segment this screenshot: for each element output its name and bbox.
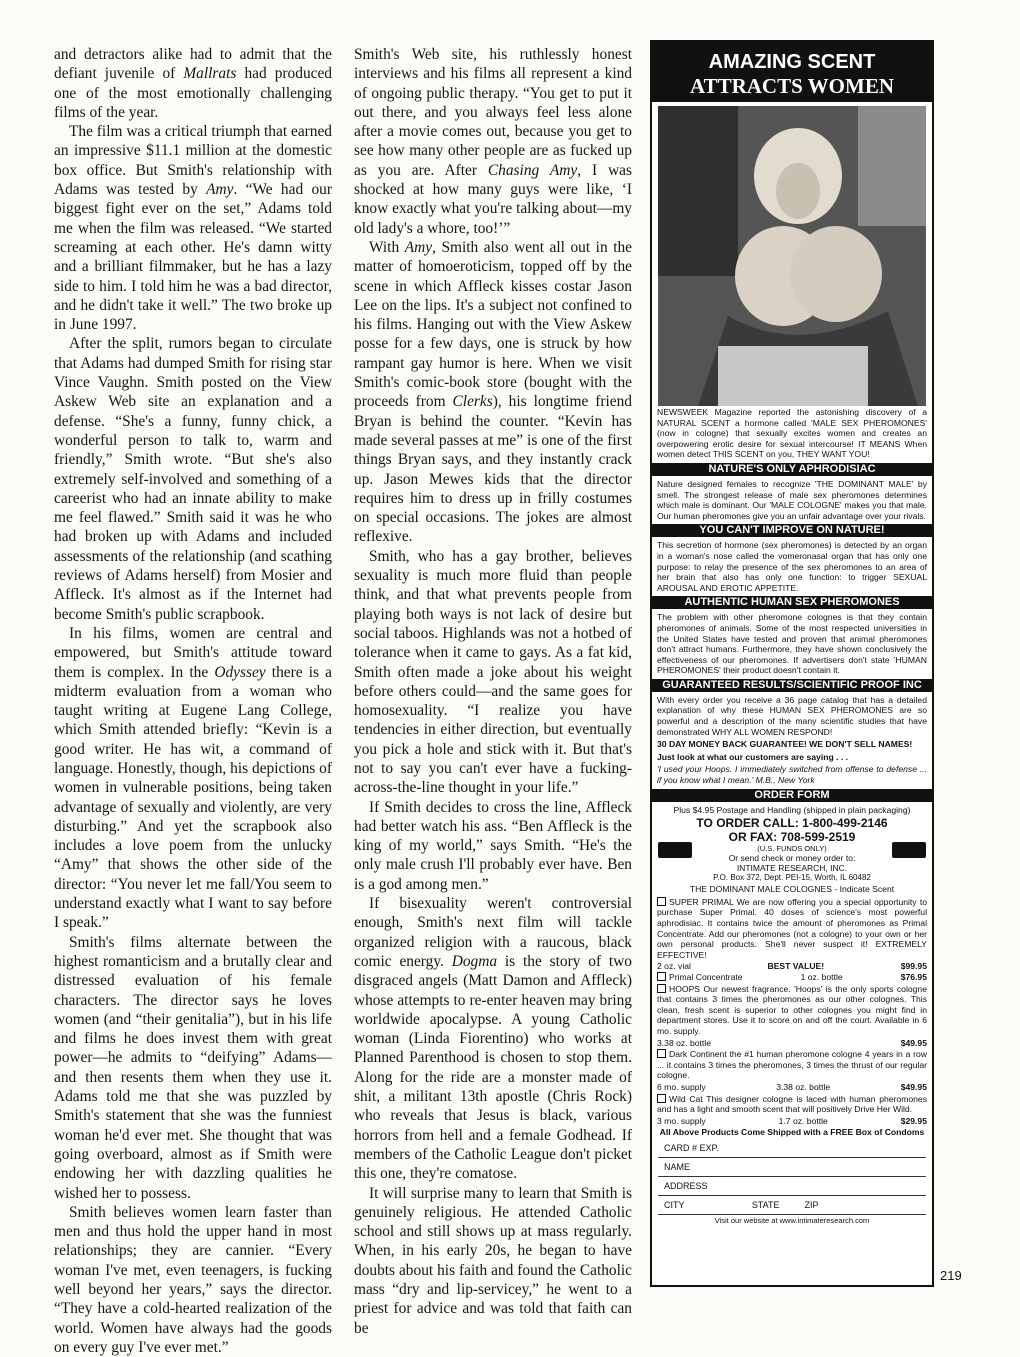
italic-title: Amy	[206, 181, 234, 199]
italic-title: Dogma	[451, 952, 498, 970]
ad-all-above: All Above Products Come Shipped with a FREE Box of Condoms	[659, 1127, 925, 1138]
ad-size: 2 oz. vial	[657, 961, 691, 972]
ad-photo-illustration	[658, 106, 926, 406]
ad-supply: 6 mo. supply	[657, 1081, 706, 1092]
ad-price-row	[652, 1082, 932, 1093]
ad-order-lines	[692, 816, 892, 883]
ad-intro: NEWSWEEK Magazine reported the astonishing discovery of a NATURAL SCENT a hormone called 'MALE SEX PHEROMONES' (now in cologne) that sexually excites women and creates an overpowering erotic desire for sexual intercourse! IT MEANS When women detect THIS SCENT on you, THEY WANT YOU!	[657, 407, 927, 460]
article-column-left	[54, 45, 332, 1357]
ad-text: The problem with other pheromone colognes is that they contain pheromones of animals. Some of the most respected universities in the United States have tested and proven that animal pheromones don't attract humans. Furthermore, they have shown conclusively the effectiveness of our pheromones. If advertisers don't state 'HUMAN PHEROMONES' their product doesn't contain it.	[657, 612, 927, 676]
italic-title: Chasing Amy	[487, 161, 578, 179]
ad-text: With every order you receive a 36 page catalog that has a detailed explanation of why these HUMAN SEX PHEROMONES are so powerful and a description of the many scientific studies that have demonstrated WHY ALL WOMEN RESPOND!	[657, 694, 927, 737]
ad-order-contact	[652, 816, 932, 883]
ad-order-phone: TO ORDER CALL: 1-800-499-2146	[696, 816, 888, 831]
ad-option-super-primal[interactable]	[652, 896, 932, 962]
article-paragraph: In his films, women are central and empowered, but Smith's attitude toward them is complex. In the Odyssey there is a midterm evaluation from a woman who taught writing at Eugene Lang College, which Smith attended briefly: “Kevin is a good writer. He has wit, a command of language. Honestly, though, his depictions of women in vulnerable positions, being taken advantage of sexually and violently, are very disturbing.” And yet the scrapbook also includes a love poem from the unlucky “Amy” that shows the other side of the director: “You never let me fall/You seem to understand exactly what I want to say before I speak.”	[54, 624, 332, 932]
ad-option-hoops[interactable]	[652, 983, 932, 1038]
ad-photo	[658, 106, 926, 406]
ad-price: $29.95	[900, 1115, 927, 1126]
checkbox-icon[interactable]	[657, 897, 666, 906]
ad-supply: 3 mo. supply	[657, 1115, 706, 1126]
ad-size: 1.7 oz. bottle	[778, 1115, 828, 1126]
city-state-zip-field[interactable]: CITY STATE ZIP	[658, 1196, 926, 1215]
ad-testimonial-heading: Just look at what our customers are saying . . .	[657, 751, 849, 762]
ad-option-wild-cat[interactable]	[652, 1093, 932, 1116]
ad-price: $49.95	[900, 1037, 927, 1048]
ad-order-fax: OR FAX: 708-599-2519	[728, 830, 856, 845]
article-paragraph: Smith believes women learn faster than men and thus hold the upper hand in most relationships; they are cannier. “Every woman I've met, even teenagers, is fucking well beyond her years,” says the director. “They have a cold-hearted realization of the world. Women have always had the goods on every guy I've ever met.”	[54, 1203, 332, 1356]
article-paragraph: After the split, rumors began to circulate that Adams had dumped Smith for rising star Vince Vaughn. Smith posted on the View Askew Web site an explanation and a defense. “She's a funny, funny chick, a wonderful person to talk to, warm and friendly,” Smith wrote. “But she's also extremely self-involved and something of a careerist who had an innate ability to make me feel flawed.” Smith said it was he who had broken up with Adams and included assessments of the relationship (and scathing reviews of Adams herself) from Mosier and Affleck. It's almost as if the Internet had become Smith's public scrapbook.	[54, 335, 332, 623]
mastercard-icon	[658, 842, 692, 858]
italic-title: Mallrats	[183, 65, 237, 83]
ad-headline-line2: ATTRACTS WOMEN	[689, 74, 894, 98]
ad-price-row	[652, 1038, 932, 1049]
ad-headline	[652, 42, 932, 102]
article-column-middle	[354, 45, 632, 1338]
ad-option-text: HOOPS Our newest fragrance. 'Hoops' is the only sports cologne that contains 3 times the pheromones as our other colognes. This clean, fresh scent is superior to other colognes you might find in department stores. Use it to score on and off the court. Available in 6 mo. supply.	[657, 983, 927, 1036]
ad-order-check: Or send check or money order to:	[728, 853, 856, 864]
article-paragraph: If Smith decides to cross the line, Affleck had better watch his ass. “Ben Affleck is the king of my world,” says Smith. “He's the only male crush I'll probably ever have. Ben is a god among men.”	[354, 798, 632, 893]
article-paragraph: Smith's films alternate between the highest romanticism and a brutally clear and distressed evaluation of his female characters. The director says he loves women (and “their genitalia”), but in his life and films he does invest them with great power—he admits to “deifying” Adams—and then resents them when they use it. Adams told me that she was puzzled by Smith's statement that she was the funniest woman he'd ever met. She thought that was going overboard, almost as if Smith were endowing her with dazzling qualities he wished her to possess.	[54, 933, 332, 1202]
article-paragraph: and detractors alike had to admit that the defiant juvenile of Mallrats had produced one of the most emotionally challenging films of the year.	[54, 46, 332, 121]
ad-postage: Plus $4.95 Postage and Handling (shipped in plain packaging)	[673, 804, 911, 815]
visa-icon	[892, 842, 926, 858]
ad-section-bar: GUARANTEED RESULTS/SCIENTIFIC PROOF INC	[652, 679, 932, 692]
italic-title: Amy	[404, 238, 433, 256]
ad-option-dark-continent[interactable]	[652, 1048, 932, 1082]
ad-option-text: Primal Concentrate	[669, 971, 743, 982]
checkbox-icon[interactable]	[657, 1049, 666, 1058]
ad-address: P.O. Box 372, Dept. PEI-15, Worth, IL 60482	[713, 873, 871, 883]
article-paragraph: Smith's Web site, his ruthlessly honest interviews and his films all represent a kind of ongoing public therapy. “You get to put it out there, and you always feel less alone after a movie comes out, because you get to see how many other people are as fucked up as you are. After Chasing Amy, I was shocked at how many guys were like, ‘I know exactly what you're talking about—my old lady's a whore, too!’”	[354, 46, 633, 237]
italic-title: Clerks	[452, 393, 493, 411]
ad-option-primal[interactable]	[652, 972, 932, 983]
checkbox-icon[interactable]	[657, 1094, 666, 1103]
ad-guarantee: 30 DAY MONEY BACK GUARANTEE! WE DON'T SELL NAMES!	[657, 739, 913, 750]
name-field[interactable]: NAME	[658, 1158, 926, 1177]
ad-size: 1 oz. bottle	[800, 971, 843, 982]
ad-best-value: BEST VALUE!	[767, 961, 825, 972]
ad-size: 3.38 oz. bottle	[776, 1081, 831, 1092]
ad-price: $76.95	[900, 971, 927, 982]
article-paragraph: With Amy, Smith also went all out in the matter of homoeroticism, topped off by the scene in which Affleck kisses costar Jason Lee on the lips. It's a subject not confined to his films. Hanging out with the View Askew posse for a few days, one is struck by how rampant gay humor is here. When we visit Smith's comic-book store (bought with the proceeds from Clerks), his longtime friend Bryan is behind the counter. “Kevin has made several passes at me” is one of the first things Bryan says, and they instantly crack up. Jason Mewes kids that the director requires him to dress up in frilly costumes on special occasions. The jokes are almost reflexive.	[354, 238, 632, 546]
article-paragraph: It will surprise many to learn that Smith is genuinely religious. He attended Catholic school and still shows up at mass regularly. When, in his early 20s, he began to have doubts about his faith and found the Catholic mass “dry and lip-servicey,” he went to a priest for advice and was told that faith can be	[354, 1184, 632, 1337]
italic-title: Odyssey	[214, 663, 266, 681]
address-field[interactable]: ADDRESS	[658, 1177, 926, 1196]
checkbox-icon[interactable]	[657, 972, 666, 981]
ad-text: This secretion of hormone (sex pheromones) is detected by an organ in a woman's nose called the vomeronasal organ that has only one purpose: to relay the presence of the sex pheromones to an area of her brain that also has only one function: to trigger SEXUAL AROUSAL AND EROTIC APPETITE.	[657, 540, 927, 593]
ad-headline-line1: AMAZING SCENT	[708, 51, 876, 73]
page-number: 219	[940, 1268, 962, 1283]
advertisement	[650, 40, 934, 1287]
ad-price-row	[652, 961, 932, 972]
ad-price-row	[652, 1116, 932, 1127]
ad-price: $99.95	[900, 961, 927, 972]
ad-text: Nature designed females to recognize 'THE DOMINANT MALE' by smell. The strongest release of male sex pheromones determines which male is dominant. Our 'MALE COLOGNE' makes you that male. Our human pheromones give you an unfair advantage over your rivals.	[657, 478, 927, 521]
ad-order-form-bar: ORDER FORM	[652, 789, 932, 802]
ad-order-funds: (U.S. FUNDS ONLY)	[757, 844, 827, 854]
ad-colognes-heading: THE DOMINANT MALE COLOGNES - Indicate Scent	[689, 884, 895, 895]
article-paragraph: Smith, who has a gay brother, believes sexuality is much more fluid than people think, and that what prevents people from playing both ways is not lack of desire but social taboos. Highlands was not a hotbed of tolerance when it came to gays. As a fat kid, Smith often made a joke about his weight before others could—and the same goes for homosexuality. “I realize you have tendencies in either direction, but eventually you pick a hole and stick with it. But that's not to say you can't ever have a fucking-across-the-line thought in your life.”	[354, 547, 632, 797]
article-paragraph: If bisexuality weren't controversial enough, Smith's next film will tackle organized religion with a raucous, black comic energy. Dogma is the story of two disgraced angels (Matt Damon and Affleck) whose attempts to re-enter heaven may bring worldwide apocalypse. A young Catholic woman (Linda Fiorentino) who works at Planned Parenthood is chosen to stop them. Along for the ride are a monster made of shit, a militant 13th apostle (Chris Rock) who reveals that Jesus is black, various horrors from hell and a female Godhead. If members of the Catholic League don't picket this one, they're comatose.	[354, 895, 633, 1183]
ad-section-bar: AUTHENTIC HUMAN SEX PHEROMONES	[652, 596, 932, 609]
ad-size: 3.38 oz. bottle	[657, 1037, 711, 1048]
ad-option-text: Wild Cat This designer cologne is laced with human pheromones and has a light and smooth scent that will positively Drive Her Wild.	[657, 1093, 927, 1115]
ad-section-bar: NATURE'S ONLY APHRODISIAC	[652, 463, 932, 476]
ad-option-text: SUPER PRIMAL We are now offering you a special opportunity to purchase Super Primal. 40 doses of science's most powerful aphrodisiac. It contains twice the amount of pheromones as Primal Concentrate. Add our pheromones (not a cologne) to your own or her own personal products. She'll never suspect it! EXTREMELY EFFECTIVE!	[657, 896, 927, 960]
ad-price: $49.95	[900, 1081, 927, 1092]
ad-section-bar: YOU CAN'T IMPROVE ON NATURE!	[652, 524, 932, 537]
ad-option-text: Dark Continent the #1 human pheromone cologne 4 years in a row ... it contains 3 times the pheromones, 3 times the thrust of our regular cologne.	[657, 1049, 927, 1081]
card-number-field[interactable]: CARD # EXP.	[658, 1139, 926, 1158]
ad-company: INTIMATE RESEARCH, INC.	[736, 863, 848, 874]
ad-testimonial: 'I used your Hoops. I immediately switched from offense to defense ... if you know what I mean.' M.B., New York	[657, 764, 927, 786]
checkbox-icon[interactable]	[657, 984, 666, 993]
article-paragraph: The film was a critical triumph that earned an impressive $11.1 million at the domestic box office. But Smith's relationship with Adams was tested by Amy. “We had our biggest fight ever on the set,” Adams told me when the film was released. “We started screaming at each other. He's damn witty and a brilliant filmmaker, but he has a lazy side to him. I told him he was a bad director, and he didn't take it well.” The two broke up in June 1997.	[54, 123, 332, 334]
ad-website: Visit our website at www.intimateresearch.com	[714, 1215, 870, 1225]
